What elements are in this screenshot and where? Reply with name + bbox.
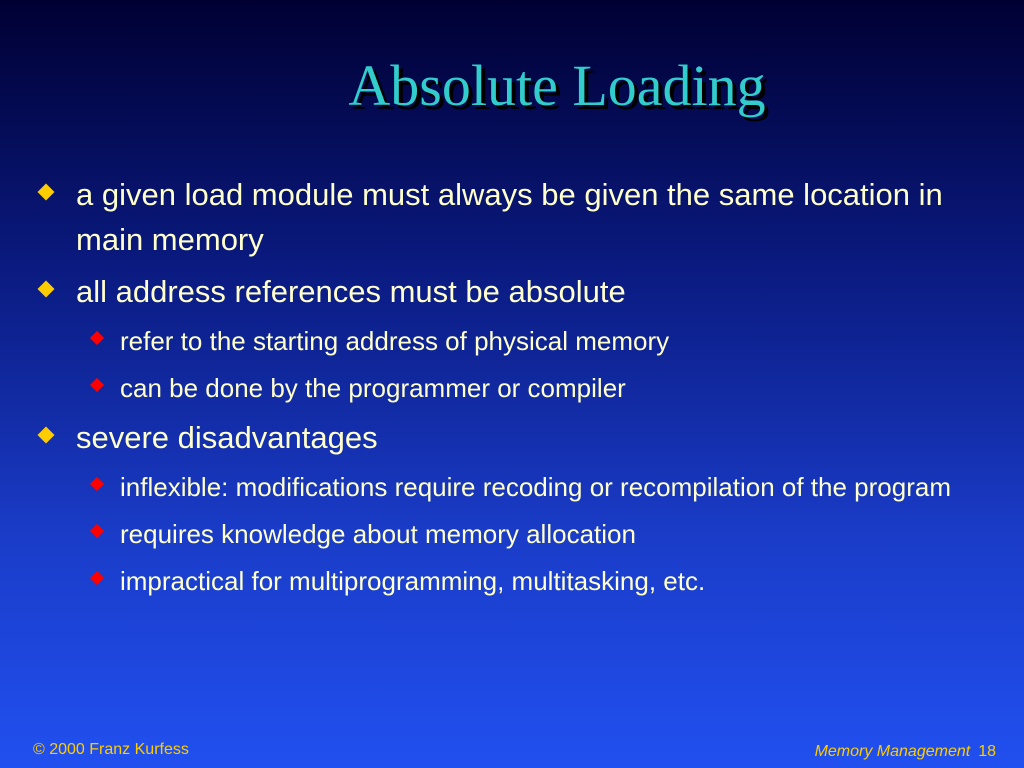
sub-bullet-item [36, 321, 1006, 361]
bullet-text: severe disadvantages [76, 420, 378, 455]
bullet-item [36, 172, 1006, 262]
sub-bullet-text: inflexible: modifications require recoding or recompilation of the program [120, 472, 951, 502]
sub-bullet-text: impractical for multiprogramming, multitasking, etc. [120, 566, 706, 596]
sub-bullet-item [36, 467, 1006, 507]
sub-bullet-item [36, 368, 1006, 408]
bullet-item [36, 415, 1006, 460]
bullet-text: a given load module must always be given the same location in main memory [76, 177, 943, 257]
sub-bullet-item [36, 561, 1006, 601]
sub-bullet-item [36, 514, 1006, 554]
footer-section [815, 743, 996, 761]
bullet-list [36, 172, 1006, 608]
sub-bullet-text: requires knowledge about memory allocation [120, 519, 636, 549]
bullet-item [36, 269, 1006, 314]
footer-copyright: © 2000 Franz Kurfess [33, 741, 189, 758]
sub-bullet-text: refer to the starting address of physical memory [120, 326, 670, 356]
sub-bullet-text: can be done by the programmer or compiler [120, 373, 626, 403]
bullet-text: all address references must be absolute [76, 274, 626, 309]
footer-section-title: Memory Management [814, 743, 971, 760]
page-number: 18 [978, 743, 996, 760]
slide-title: Absolute Loading [348, 53, 766, 118]
